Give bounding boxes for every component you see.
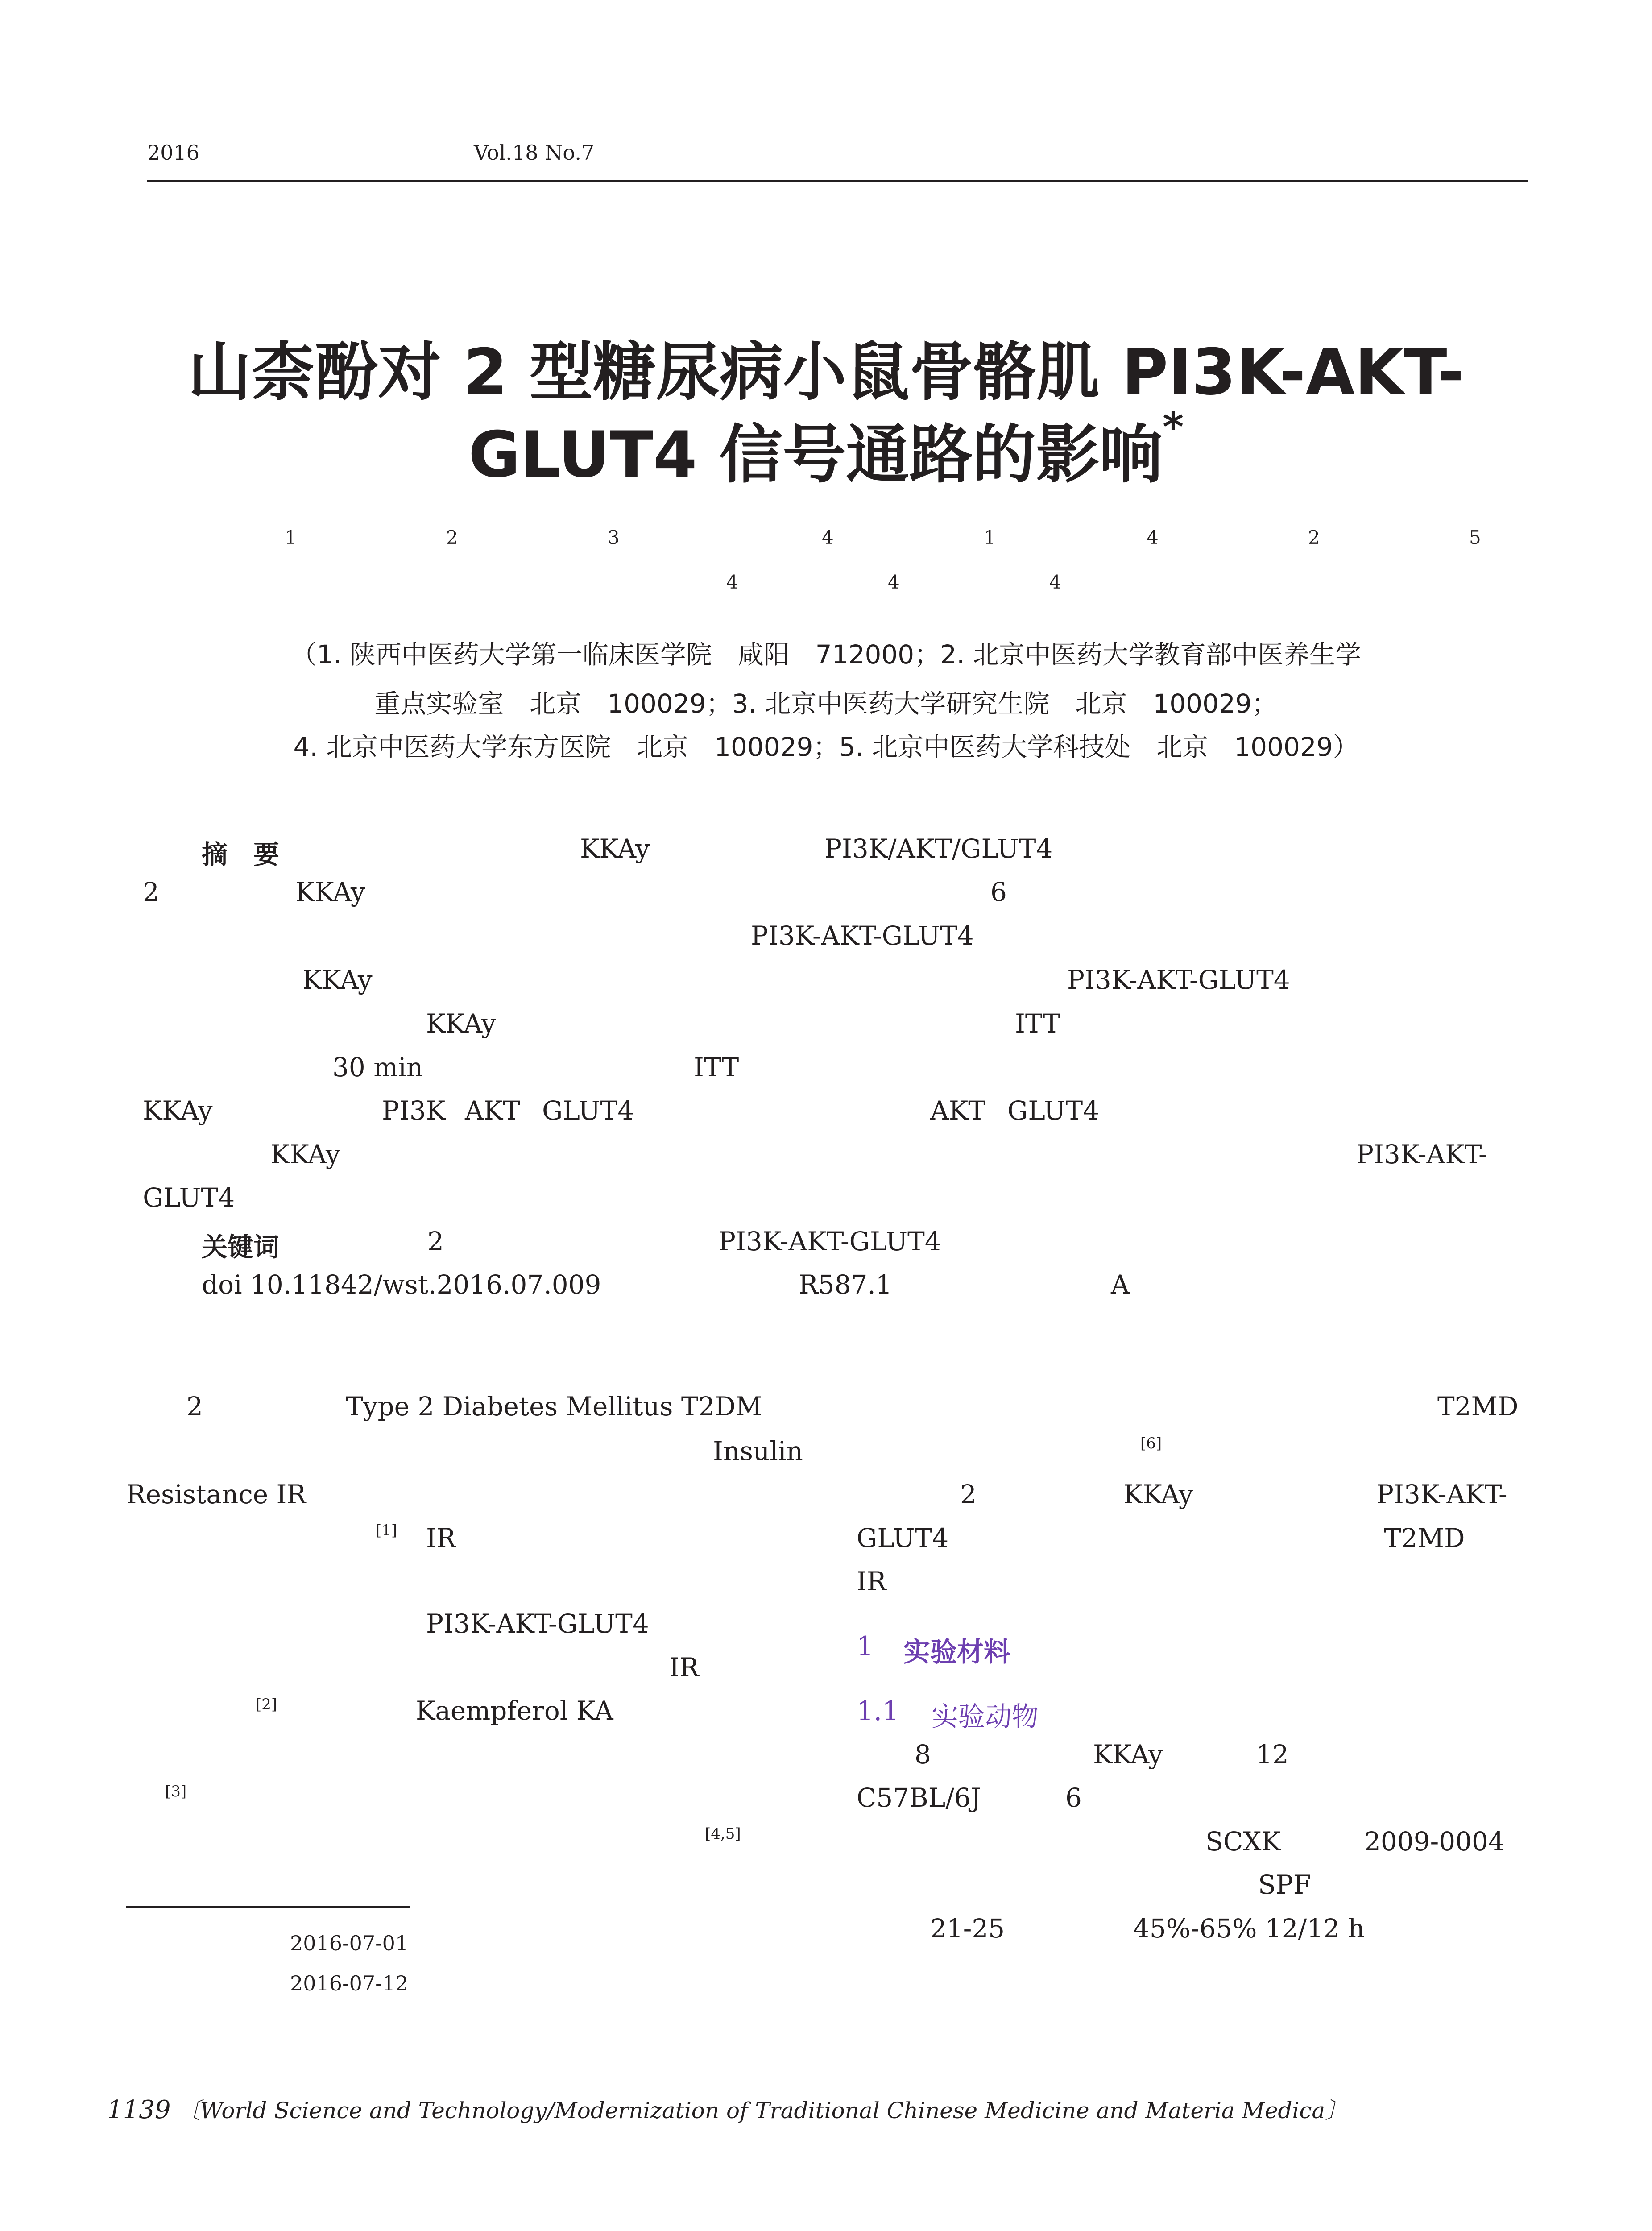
affiliation-line: （1. 陕西中医药大学第一临床医学院 咸阳 712000；2. 北京中医药大学教育部中医养生学	[291, 639, 1361, 670]
body-fragment: IR	[669, 1652, 699, 1683]
body-fragment: SCXK	[1205, 1826, 1281, 1857]
received-date: 2016-07-01	[290, 1931, 409, 1955]
footnote-rule	[126, 1906, 410, 1908]
abstract-fragment: PI3K-AKT-GLUT4	[1067, 965, 1290, 995]
body-fragment: 2	[186, 1391, 203, 1422]
body-fragment: Kaempferol KA	[416, 1696, 613, 1726]
affiliation-line: 4. 北京中医药大学东方医院 北京 100029；5. 北京中医药大学科技处 北京 100029）	[293, 732, 1359, 762]
keyword-fragment: 2	[427, 1226, 444, 1256]
section-heading: 实验材料	[903, 1637, 1010, 1668]
header-rule	[147, 180, 1528, 182]
doi-text: doi 10.11842/wst.2016.07.009	[202, 1269, 601, 1300]
author-mark: 4	[1147, 527, 1159, 548]
abstract-fragment: KKAy	[143, 1095, 213, 1126]
author-mark: 1	[984, 527, 996, 548]
abstract-fragment: PI3K-AKT-GLUT4	[751, 921, 974, 951]
body-fragment: 12	[1256, 1739, 1289, 1770]
author-mark: 4	[726, 571, 738, 593]
header-volume: Vol.18 No.7	[474, 141, 595, 165]
author-mark: 4	[888, 571, 900, 593]
body-fragment: Insulin	[713, 1436, 803, 1466]
abstract-fragment: 30 min	[332, 1052, 423, 1082]
abstract-fragment: KKAy	[270, 1139, 340, 1169]
header-year: 2016	[147, 141, 200, 165]
author-mark: 2	[446, 527, 458, 548]
abstract-fragment: GLUT4	[1007, 1095, 1100, 1126]
keyword-fragment: PI3K-AKT-GLUT4	[718, 1226, 941, 1256]
citation-ref: [6]	[1140, 1435, 1162, 1452]
body-fragment: SPF	[1258, 1870, 1312, 1900]
journal-name: 〔World Science and Technology/Modernization of Traditional Chinese Medicine and Materia Medica〕	[178, 2098, 1348, 2123]
citation-ref: [4,5]	[705, 1825, 741, 1843]
body-fragment: PI3K-AKT-	[1376, 1479, 1507, 1509]
body-fragment: 45%-65% 12/12 h	[1133, 1913, 1365, 1944]
abstract-fragment: KKAy	[426, 1008, 496, 1039]
body-fragment: 2009-0004	[1364, 1826, 1505, 1857]
abstract-fragment: PI3K/AKT/GLUT4	[824, 834, 1053, 864]
body-fragment: PI3K-AKT-GLUT4	[426, 1609, 649, 1639]
citation-ref: [1]	[376, 1522, 397, 1539]
section-number: 1	[857, 1631, 874, 1662]
abstract-fragment: ITT	[1015, 1008, 1060, 1039]
abstract-fragment: 6	[990, 877, 1007, 907]
title-footnote-mark: *	[1163, 404, 1184, 451]
body-fragment: 6	[1065, 1783, 1082, 1813]
abstract-fragment: ITT	[694, 1052, 739, 1082]
subsection-number: 1.1	[857, 1696, 899, 1727]
abstract-label: 摘 要	[202, 839, 280, 870]
abstract-fragment: 2	[143, 877, 159, 907]
abstract-fragment: GLUT4	[143, 1182, 235, 1213]
body-fragment: Type 2 Diabetes Mellitus T2DM	[346, 1391, 762, 1422]
abstract-fragment: GLUT4	[542, 1095, 634, 1126]
page-number: 1139	[107, 2095, 171, 2124]
body-fragment: IR	[426, 1523, 456, 1553]
affiliation-line: 重点实验室 北京 100029；3. 北京中医药大学研究生院 北京 100029；	[374, 688, 1278, 719]
body-fragment: 8	[915, 1739, 931, 1770]
clc-number: R587.1	[799, 1269, 892, 1300]
abstract-fragment: PI3K	[382, 1095, 446, 1126]
author-mark: 2	[1308, 527, 1320, 548]
body-fragment: Resistance IR	[126, 1479, 306, 1509]
body-fragment: KKAy	[1093, 1739, 1163, 1770]
page-footer	[107, 2093, 1347, 2125]
document-code: A	[1111, 1269, 1130, 1300]
citation-ref: [2]	[256, 1696, 277, 1713]
abstract-fragment: AKT	[930, 1095, 985, 1126]
citation-ref: [3]	[165, 1783, 187, 1800]
author-mark: 5	[1469, 527, 1481, 548]
keywords-label: 关键词	[202, 1232, 280, 1262]
abstract-fragment: KKAy	[580, 834, 650, 864]
title-line-1: 山柰酚对 2 型糖尿病小鼠骨骼肌 PI3K-AKT-	[188, 336, 1464, 409]
body-fragment: C57BL/6J	[857, 1783, 981, 1813]
author-mark: 1	[285, 527, 297, 548]
abstract-fragment: PI3K-AKT-	[1356, 1139, 1487, 1169]
body-fragment: KKAy	[1123, 1479, 1193, 1509]
body-fragment: 21-25	[930, 1913, 1005, 1944]
title-line-2-text: GLUT4 信号通路的影响	[468, 418, 1163, 492]
abstract-fragment: KKAy	[295, 877, 365, 907]
subsection-heading: 实验动物	[932, 1701, 1039, 1733]
abstract-fragment: AKT	[465, 1095, 520, 1126]
body-fragment: GLUT4	[857, 1523, 949, 1553]
revised-date: 2016-07-12	[290, 1971, 409, 1995]
author-mark: 3	[608, 527, 620, 548]
author-mark: 4	[822, 527, 834, 548]
body-fragment: IR	[857, 1566, 886, 1597]
author-mark: 4	[1049, 571, 1061, 593]
body-fragment: T2MD	[1384, 1523, 1465, 1553]
body-fragment: T2MD	[1437, 1391, 1519, 1422]
abstract-fragment: KKAy	[302, 965, 373, 995]
body-fragment: 2	[960, 1479, 977, 1509]
title-line-2	[0, 404, 1652, 495]
